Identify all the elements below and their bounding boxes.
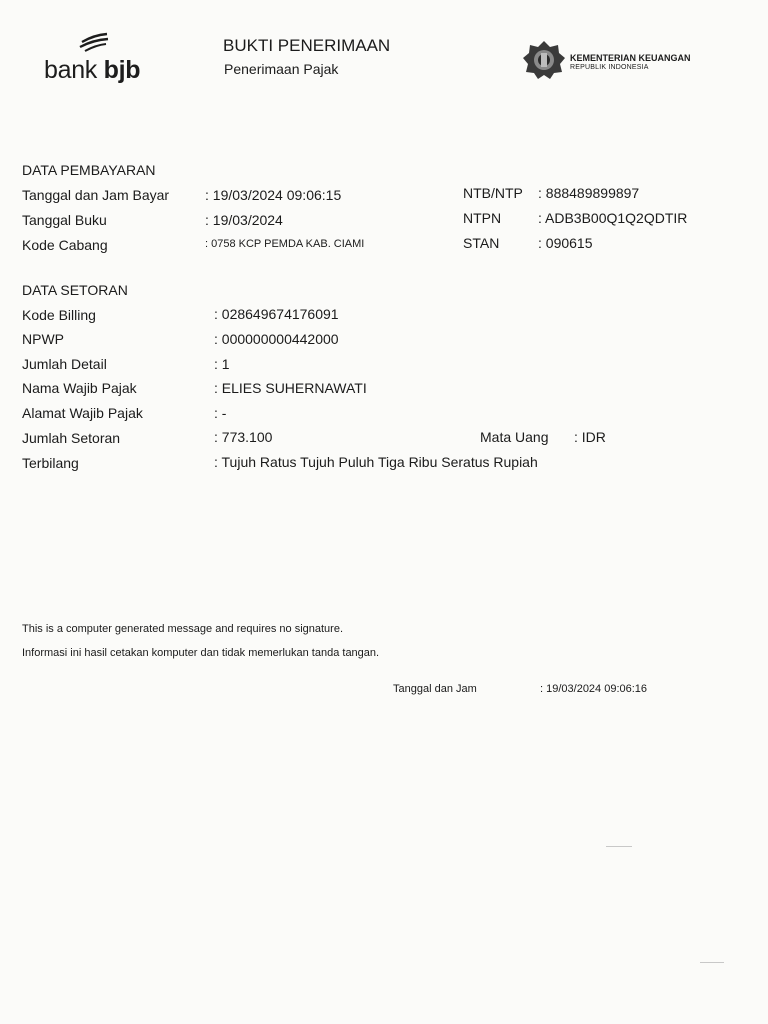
deposit-label-npwp: NPWP [22, 331, 64, 347]
payment-label-tanggal-jam-bayar: Tanggal dan Jam Bayar [22, 187, 170, 203]
ministry-name: KEMENTERIAN KEUANGAN [570, 53, 691, 63]
bank-logo-brand: bjb [103, 56, 141, 84]
deposit-value-kode-billing: : 028649674176091 [214, 306, 339, 322]
bank-logo-prefix: bank [44, 56, 98, 84]
deposit-label-nama-wajib-pajak: Nama Wajib Pajak [22, 380, 137, 396]
footer-note-indonesian: Informasi ini hasil cetakan komputer dan tidak memerlukan tanda tangan. [22, 647, 380, 659]
deposit-value-jumlah-setoran: : 773.100 [214, 429, 273, 445]
ministry-country: REPUBLIK INDONESIA [570, 64, 649, 71]
document-title: BUKTI PENERIMAAN [223, 36, 391, 55]
scan-artifact [700, 962, 724, 963]
deposit-label-jumlah-detail: Jumlah Detail [22, 356, 107, 372]
footer-note-english: This is a computer generated message and requires no signature. [22, 623, 344, 635]
ministry-seal-icon [522, 40, 566, 80]
payment-value-stan: : 090615 [538, 235, 593, 251]
deposit-label-jumlah-setoran: Jumlah Setoran [22, 430, 121, 446]
deposit-value-alamat-wajib-pajak: : - [214, 405, 227, 421]
document-subtitle: Penerimaan Pajak [224, 61, 339, 77]
deposit-label-terbilang: Terbilang [22, 455, 79, 471]
bjb-swoosh-icon [78, 32, 112, 54]
payment-value-tanggal-buku: : 19/03/2024 [205, 212, 283, 228]
payment-section-heading: DATA PEMBAYARAN [22, 162, 156, 178]
deposit-value-nama-wajib-pajak: : ELIES SUHERNAWATI [214, 380, 367, 396]
deposit-label-alamat-wajib-pajak: Alamat Wajib Pajak [22, 405, 143, 421]
deposit-value-npwp: : 000000000442000 [214, 331, 339, 347]
payment-label-kode-cabang: Kode Cabang [22, 237, 108, 253]
payment-value-ntb-ntp: : 888489899897 [538, 185, 640, 201]
payment-label-tanggal-buku: Tanggal Buku [22, 212, 107, 228]
print-timestamp-label: Tanggal dan Jam [393, 683, 477, 695]
payment-value-tanggal-jam-bayar: : 19/03/2024 09:06:15 [205, 187, 342, 203]
payment-label-ntb-ntp: NTB/NTP [463, 185, 523, 201]
currency-value: : IDR [574, 429, 606, 445]
deposit-label-kode-billing: Kode Billing [22, 307, 96, 323]
payment-value-ntpn: : ADB3B00Q1Q2QDTIR [538, 210, 688, 226]
payment-label-ntpn: NTPN [463, 210, 502, 226]
deposit-section-heading: DATA SETORAN [22, 282, 128, 298]
deposit-value-jumlah-detail: : 1 [214, 356, 230, 372]
bank-bjb-logo [44, 32, 164, 86]
payment-value-kode-cabang: : 0758 KCP PEMDA KAB. CIAMI [205, 238, 365, 250]
payment-label-stan: STAN [463, 235, 500, 251]
bank-logo-text [44, 56, 140, 85]
currency-label: Mata Uang [480, 429, 549, 445]
print-timestamp-value: : 19/03/2024 09:06:16 [540, 683, 648, 695]
scan-artifact [606, 846, 632, 847]
deposit-value-terbilang: : Tujuh Ratus Tujuh Puluh Tiga Ribu Seratus Rupiah [214, 454, 538, 470]
